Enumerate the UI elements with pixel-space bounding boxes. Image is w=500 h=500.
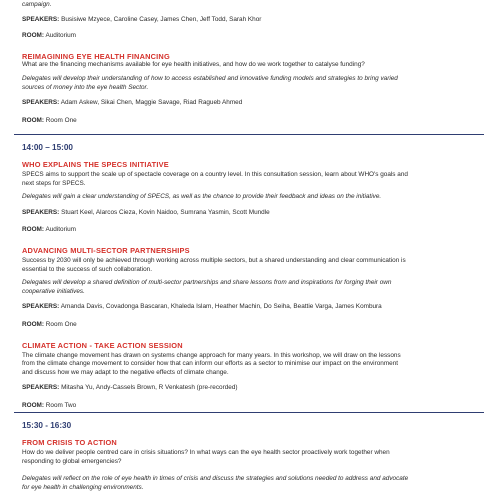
slot-1-sessions bbox=[22, 160, 480, 411]
session-title-crisis: FROM CRISIS TO ACTION bbox=[22, 438, 117, 447]
session-description-continued: essential to the success of such collaboration. bbox=[22, 265, 153, 273]
speakers-line bbox=[22, 209, 480, 218]
room-name: Room One bbox=[45, 116, 77, 124]
session-outcome: Delegates will develop their understanding of how to access established and innovative funding models and strategies to bring varied bbox=[22, 74, 398, 82]
speakers-line bbox=[22, 16, 480, 25]
section-divider bbox=[14, 412, 484, 413]
session-outcome: Delegates will develop a shared definition of multi-sector partnerships and share lessons from and inspirations for forging their own bbox=[22, 279, 392, 287]
speakers-names: Adam Askew, Sikai Chen, Maggie Savage, Riad Ragueb Ahmed bbox=[60, 99, 243, 107]
room-name: Auditorium bbox=[45, 31, 76, 39]
room-line bbox=[22, 226, 480, 235]
speakers-names: Stuart Keel, Alarcos Cieza, Kovin Naidoo, Sumrana Yasmin, Scott Mundle bbox=[61, 208, 270, 216]
time-slot-heading: 14:00 – 15:00 bbox=[22, 143, 73, 152]
speakers-names: Busisiwe Mzyece, Caroline Casey, James Chen, Jeff Todd, Sarah Khor bbox=[61, 16, 262, 24]
session-description: Success by 2030 will only be achieved through working across multiple sectors, but a shared understanding and clear communication is bbox=[22, 256, 406, 264]
speakers-label: SPEAKERS: bbox=[22, 208, 60, 216]
room-line bbox=[22, 32, 480, 41]
speakers-line bbox=[22, 384, 480, 393]
session-description-continued: next steps for SPECS. bbox=[22, 179, 86, 187]
session-description: What are the financing mechanisms available for eye health initiatives, and how do we work together to catalyse funding? bbox=[22, 61, 365, 69]
session-outcome-continued: cooperative initiatives. bbox=[22, 287, 85, 295]
session-description-continued: responding to global emergencies? bbox=[22, 457, 122, 465]
session-outcome-continued: for eye health in challenging environments. bbox=[22, 483, 144, 491]
session-title-financing: REIMAGINING EYE HEALTH FINANCING bbox=[22, 52, 170, 62]
speakers-line bbox=[22, 303, 480, 312]
speakers-label: SPEAKERS: bbox=[22, 99, 60, 107]
section-divider bbox=[14, 134, 484, 135]
cut-off-outcome-continued: campaign. bbox=[22, 0, 52, 8]
speakers-label: SPEAKERS: bbox=[22, 303, 60, 311]
speakers-line bbox=[22, 99, 480, 108]
session-title-climate: CLIMATE ACTION - TAKE ACTION SESSION bbox=[22, 340, 183, 350]
room-label: ROOM: bbox=[22, 226, 45, 234]
session-outcome: Delegates will gain a clear understanding of SPECS, as well as the chance to provide their feedback and ideas on the initiative. bbox=[22, 193, 382, 201]
time-slot-heading: 15:30 - 16:30 bbox=[22, 421, 72, 430]
speakers-label: SPEAKERS: bbox=[22, 384, 60, 392]
slot-2-sessions bbox=[22, 438, 480, 492]
session-description: The climate change movement has drawn on systems change approach for many years. In this workshop, we will draw on the lessons bbox=[22, 351, 401, 359]
session-title-multisector: ADVANCING MULTI-SECTOR PARTNERSHIPS bbox=[22, 245, 190, 255]
session-description-continued: from the climate change movement to consider how that can inform our efforts as a sector to minimise our impact on the environment bbox=[22, 360, 399, 368]
session-description: How do we deliver people centred care in crisis situations? In what ways can the eye health sector proactively work together when bbox=[22, 449, 390, 456]
session-outcome: Delegates will reflect on the role of eye health in times of crisis and discuss the strategies and solutions needed to address and advocate bbox=[22, 475, 409, 483]
session-outcome-continued: sources of money into the eye health Sector. bbox=[22, 83, 149, 91]
speakers-names: Mitasha Yu, Andy-Cassels Brown, R Venkatesh (pre-recorded) bbox=[61, 384, 238, 392]
session-description-continued: and discuss how we may adapt to the negative effects of climate change. bbox=[22, 368, 229, 376]
room-line bbox=[22, 321, 480, 330]
room-name: Room One bbox=[45, 320, 77, 328]
speakers-names: Amanda Davis, Covadonga Bascaran, Khaleda Islam, Heather Machin, Do Seiha, Beattie Varga, James Kombura bbox=[60, 303, 382, 311]
room-name: Auditorium bbox=[45, 226, 76, 234]
room-label: ROOM: bbox=[22, 401, 45, 409]
session-title-specs: WHO EXPLAINS THE SPECS INITIATIVE bbox=[22, 160, 169, 169]
room-line bbox=[22, 117, 480, 126]
agenda-content bbox=[22, 0, 480, 125]
room-label: ROOM: bbox=[22, 31, 45, 39]
speakers-label: SPEAKERS: bbox=[22, 16, 60, 24]
room-label: ROOM: bbox=[22, 116, 45, 124]
session-description: SPECS aims to support the scale up of spectacle coverage on a country level. In this consultation session, learn about WHO's goals and bbox=[22, 171, 408, 178]
room-label: ROOM: bbox=[22, 320, 45, 328]
room-line bbox=[22, 402, 480, 411]
room-name: Room Two bbox=[45, 401, 77, 409]
